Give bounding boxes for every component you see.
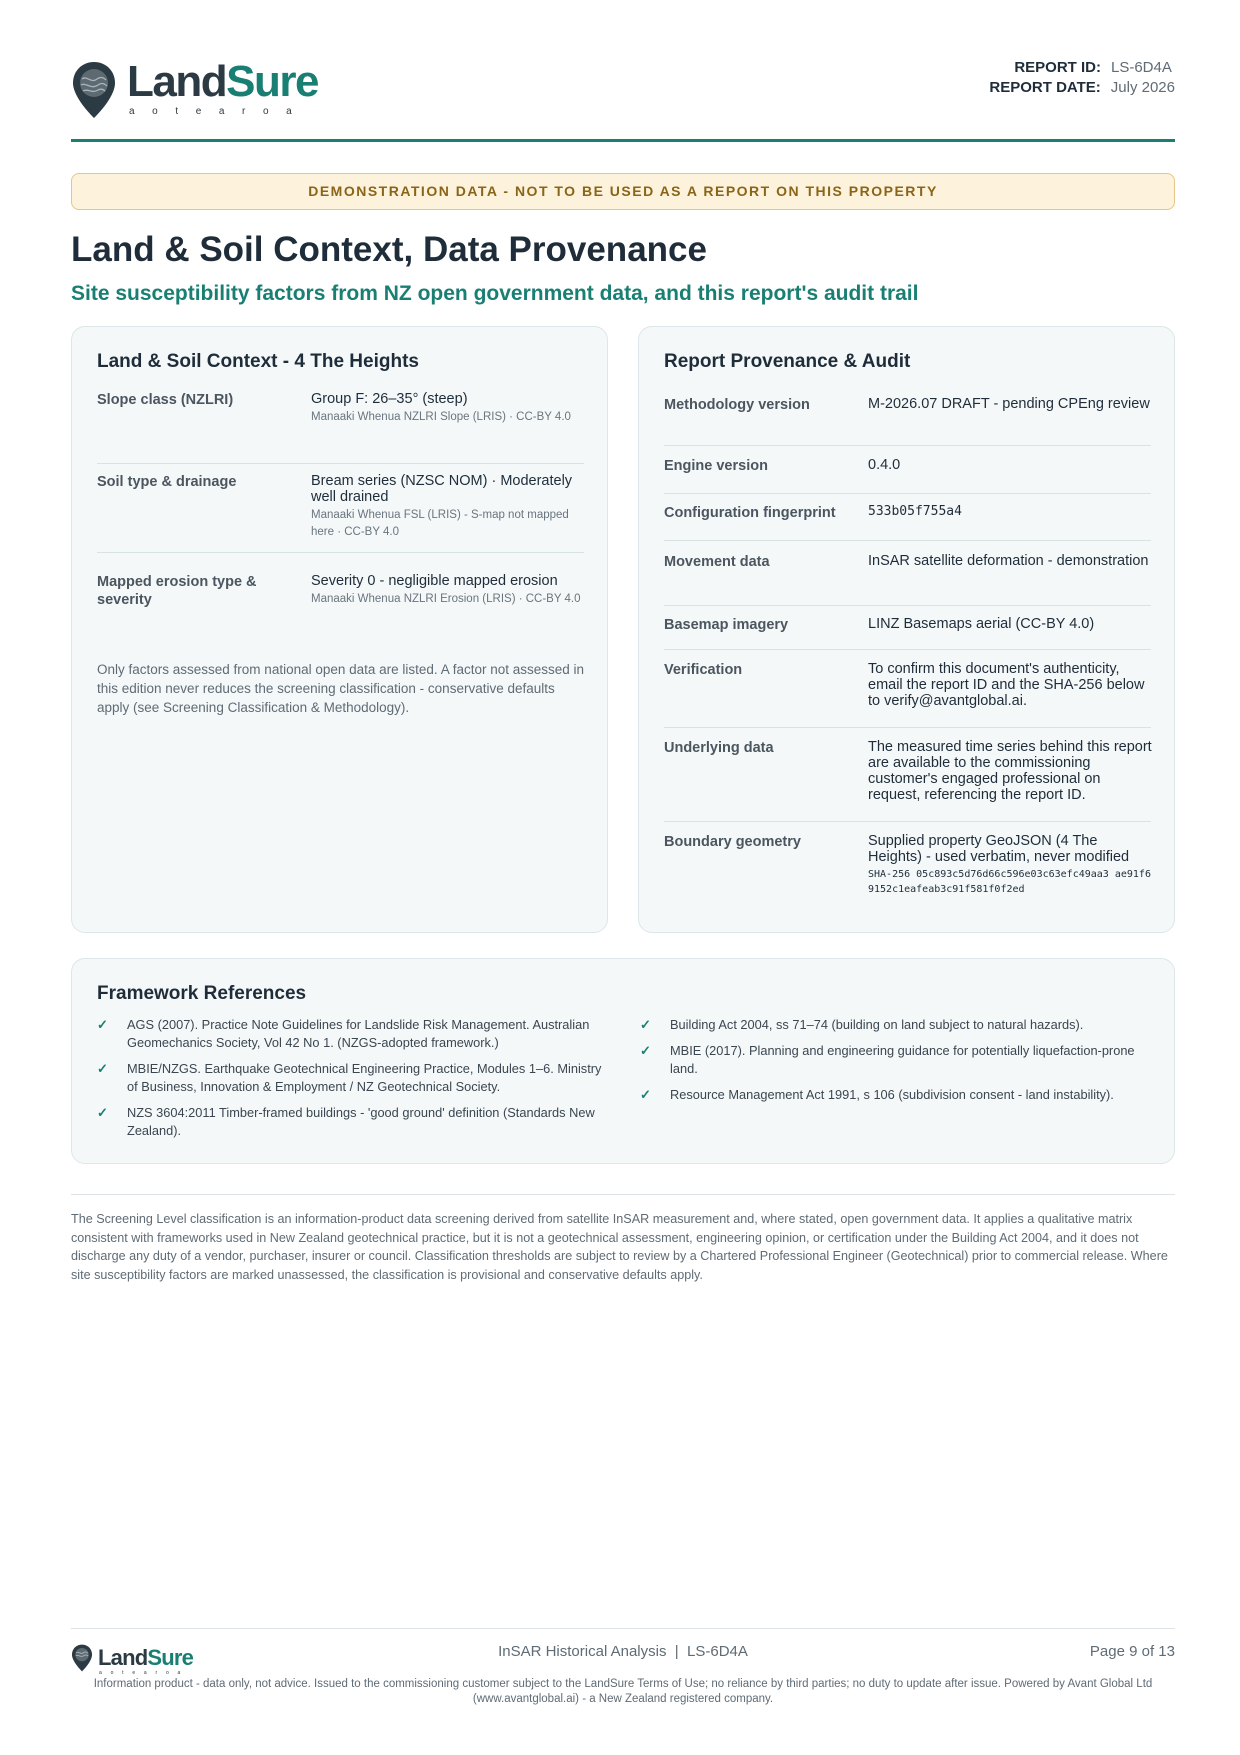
check-icon: ✓: [640, 1043, 651, 1058]
boundary-geometry-value: [868, 833, 1153, 897]
framework-ref-text: MBIE (2017). Planning and engineering guidance for potentially liquefaction-prone land.: [670, 1043, 1135, 1076]
list-item: [640, 1042, 1152, 1078]
list-item: [97, 1104, 607, 1140]
landsure-logo: [71, 56, 341, 122]
boundary-geometry-label: Boundary geometry: [664, 834, 801, 850]
boundary-geometry-text: Supplied property GeoJSON (4 The Heights) - used verbatim, never modified: [868, 833, 1130, 865]
slope-class-label: Slope class (NZLRI): [97, 392, 234, 408]
page-subtitle: Site susceptibility factors from NZ open government data, and this report's audit trail: [71, 282, 919, 305]
page-title: Land & Soil Context, Data Provenance: [71, 230, 707, 269]
report-date-label: REPORT DATE:: [989, 79, 1101, 96]
provenance-card: [638, 326, 1175, 933]
map-pin-logo-icon: [71, 60, 117, 120]
check-icon: ✓: [640, 1087, 651, 1102]
disclaimer: The Screening Level classification is an information-product data screening derived from satellite InSAR measurement and, where stated, open government data. It applies a qualitative matrix consistent with frameworks used in New Zealand geotechnical practice, but it is not a geotechnical assessment, engineering opinion, or certification under the Building Act 2004, and it does not discharge any duty of a vendor, purchaser, insurer or council. Classification thresholds are subject to review by a Chartered Professional Engineer (Geotechnical) prior to commercial release. Where site susceptibility factors are marked unassessed, the classification is provisional and conservative defaults apply.: [71, 1194, 1175, 1284]
logo-wordmark: LandSure: [127, 57, 318, 106]
check-icon: ✓: [640, 1017, 651, 1032]
boundary-geometry-hash: SHA-256 05c893c5d76d66c596e03c63efc49aa3 ae91f69152c1eafeab3c91f581f0f2ed: [868, 869, 1151, 895]
underlying-data-label: Underlying data: [664, 740, 774, 756]
framework-ref-text: Resource Management Act 1991, s 106 (subdivision consent - land instability).: [670, 1087, 1114, 1102]
basemap-row: [664, 616, 1151, 650]
land-soil-note: Only factors assessed from national open data are listed. A factor not assessed in this edition never reduces the screening classification - conservative defaults apply (see Screening Classification & Methodology).: [97, 662, 585, 715]
methodology-row: [664, 396, 1151, 446]
check-icon: ✓: [97, 1105, 108, 1120]
list-item: [97, 1016, 607, 1052]
movement-data-value: InSAR satellite deformation - demonstration: [868, 553, 1149, 569]
erosion-source: Manaaki Whenua NZLRI Erosion (LRIS) · CC-BY 4.0: [311, 593, 581, 605]
slope-class-row: [97, 391, 584, 464]
framework-ref-text: NZS 3604:2011 Timber-framed buildings - 'good ground' definition (Standards New Zealand).: [127, 1105, 595, 1138]
config-fingerprint-value: 533b05f755a4: [868, 504, 962, 519]
engine-version-value: 0.4.0: [868, 457, 901, 473]
slope-class-text: Group F: 26–35° (steep): [311, 391, 468, 407]
land-soil-title: Land & Soil Context - 4 The Heights: [97, 351, 419, 372]
erosion-label: Mapped erosion type & severity: [97, 574, 257, 608]
underlying-data-row: [664, 739, 1151, 822]
framework-ref-text: Building Act 2004, ss 71–74 (building on land subject to natural hazards).: [670, 1017, 1084, 1032]
provenance-title: Report Provenance & Audit: [664, 351, 911, 372]
slope-class-source: Manaaki Whenua NZLRI Slope (LRIS) · CC-BY 4.0: [311, 411, 571, 423]
soil-type-text: Bream series (NZSC NOM) · Moderately well drained: [311, 473, 573, 505]
framework-ref-text: MBIE/NZGS. Earthquake Geotechnical Engineering Practice, Modules 1–6. Ministry of Business, Innovation & Employment / NZ Geotechnical Society.: [127, 1061, 602, 1094]
erosion-text: Severity 0 - negligible mapped erosion: [311, 573, 558, 589]
soil-type-source: Manaaki Whenua FSL (LRIS) - S-map not mapped here · CC-BY 4.0: [311, 509, 569, 538]
config-fingerprint-row: [664, 504, 1151, 541]
erosion-value: [311, 573, 586, 608]
movement-data-row: [664, 553, 1151, 606]
list-item: [97, 1060, 607, 1096]
movement-data-label: Movement data: [664, 554, 770, 570]
page-footer: [71, 1628, 1175, 1708]
report-header: [71, 54, 1175, 142]
page-number: Page 9 of 13: [1089, 1643, 1175, 1660]
report-id-value: LS-6D4A: [1111, 59, 1172, 76]
demonstration-banner: DEMONSTRATION DATA - NOT TO BE USED AS A REPORT ON THIS PROPERTY: [71, 173, 1175, 210]
footer-legal: Information product - data only, not advice. Issued to the commissioning customer subject to the LandSure Terms of Use; no reliance by third parties; no duty to update after issue. Powered by Avant Global Ltd (www.avantglobal.ai) - a New Zealand registered company.: [93, 1678, 1153, 1705]
footer-logo-tagline: aotearoa: [99, 1670, 190, 1676]
framework-ref-text: AGS (2007). Practice Note Guidelines for Landslide Risk Management. Australian Geomechanics Society, Vol 42 No 1. (NZGS-adopted framework.): [127, 1017, 590, 1050]
config-fingerprint-label: Configuration fingerprint: [664, 505, 836, 521]
soil-type-value: [311, 473, 586, 541]
basemap-value: LINZ Basemaps aerial (CC-BY 4.0): [868, 616, 1095, 632]
list-item: [640, 1016, 1152, 1034]
footer-report-ref: InSAR Historical Analysis | LS-6D4A: [498, 1643, 748, 1660]
soil-type-label: Soil type & drainage: [97, 474, 237, 490]
footer-logo-wordmark: LandSure: [98, 1645, 194, 1670]
list-item: [640, 1086, 1152, 1104]
check-icon: ✓: [97, 1017, 108, 1032]
land-soil-card: [71, 326, 608, 933]
verification-label: Verification: [664, 662, 743, 678]
methodology-label: Methodology version: [664, 397, 810, 413]
framework-list-right: [640, 1016, 1152, 1112]
engine-version-label: Engine version: [664, 458, 768, 474]
framework-references-title: Framework References: [97, 983, 307, 1004]
basemap-label: Basemap imagery: [664, 617, 789, 633]
check-icon: ✓: [97, 1061, 108, 1076]
methodology-value: M-2026.07 DRAFT - pending CPEng review: [868, 396, 1150, 412]
report-id-label: REPORT ID:: [1014, 59, 1101, 76]
report-date-value: July 2026: [1110, 79, 1175, 96]
report-meta: [989, 58, 1175, 98]
framework-references-card: [71, 958, 1175, 1164]
report-id-row: [989, 58, 1175, 78]
report-date-row: [989, 78, 1175, 98]
verification-value: To confirm this document's authenticity, email the report ID and the SHA-256 below to verify@avantglobal.ai.: [868, 661, 1145, 709]
framework-list-left: [97, 1016, 607, 1148]
engine-version-row: [664, 457, 1151, 494]
erosion-row: [97, 573, 584, 643]
slope-class-value: [311, 391, 586, 426]
logo-tagline: aotearoa: [129, 106, 310, 117]
verification-row: [664, 661, 1151, 728]
underlying-data-value: The measured time series behind this report are available to the commissioning customer's engaged professional on request, referencing the report ID.: [868, 739, 1152, 803]
boundary-geometry-row: [664, 833, 1151, 913]
soil-type-row: [97, 473, 584, 553]
